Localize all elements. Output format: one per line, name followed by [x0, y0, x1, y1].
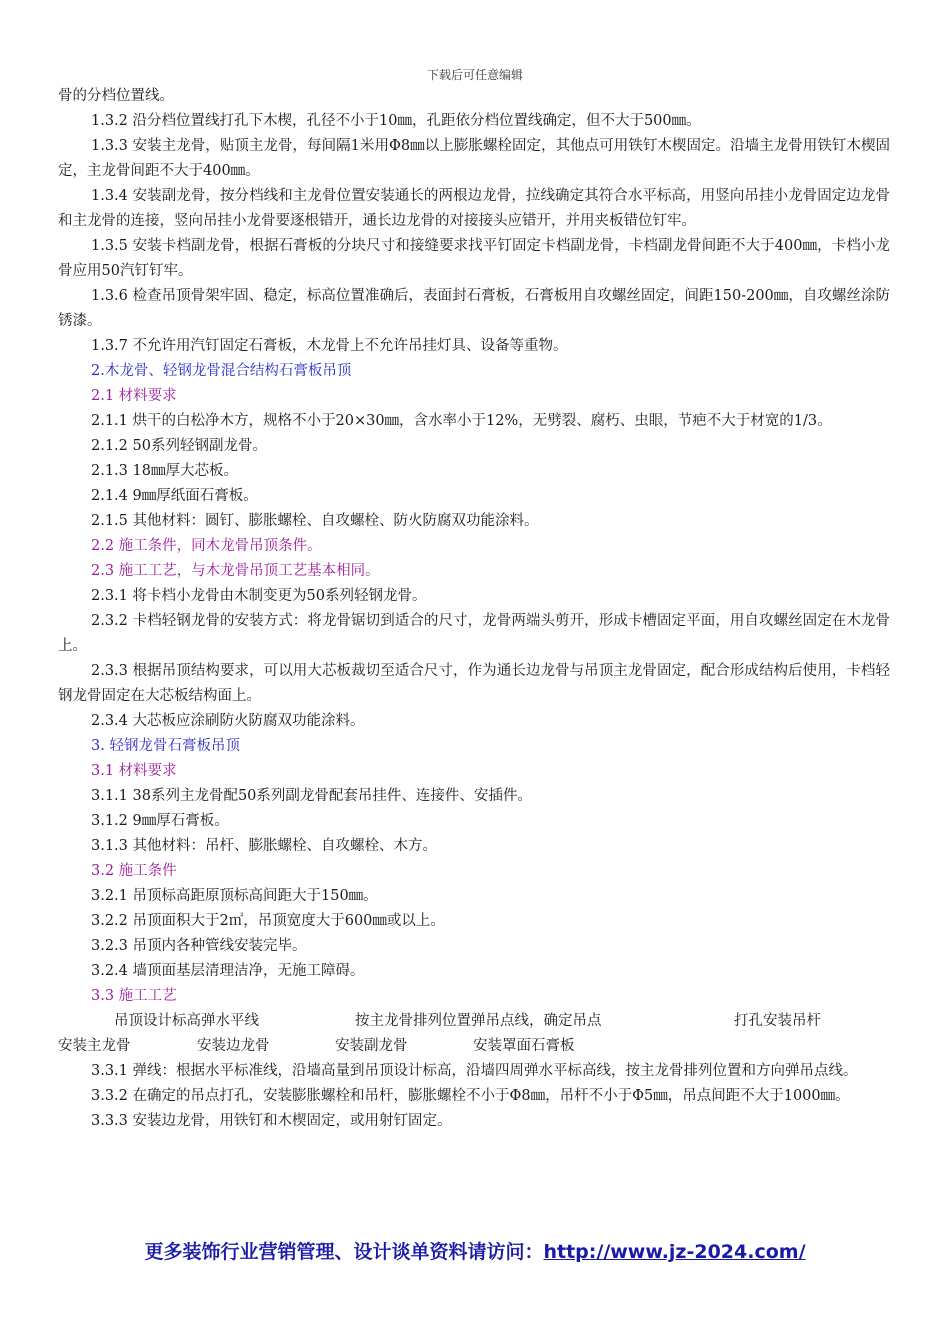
section-heading: 3.3 施工工艺 [91, 988, 177, 1004]
paragraph: 1.3.3 安装主龙骨，贴顶主龙骨，每间隔1米用Φ8㎜以上膨胀螺栓固定，其他点可用铁钉木楔固定。沿墙主龙骨用铁钉木楔固定，主龙骨间距不大于400㎜。 [58, 138, 890, 179]
section-heading: 2.2 施工条件，同木龙骨吊顶条件。 [91, 538, 322, 554]
flow-step: 打孔安装吊杆 [734, 1013, 821, 1029]
document-body [58, 84, 890, 1134]
flow-row-2 [58, 1034, 890, 1059]
section-heading: 2.木龙骨、轻钢龙骨混合结构石膏板吊顶 [91, 363, 352, 379]
paragraph: 3.3.1 弹线：根据水平标准线，沿墙高量到吊顶设计标高，沿墙四周弹水平标高线，按主龙骨排列位置和方向弹吊点线。 [91, 1063, 858, 1079]
paragraph: 1.3.5 安装卡档副龙骨，根据石膏板的分块尺寸和接缝要求找平钉固定卡档副龙骨，卡档副龙骨间距不大于400㎜，卡档小龙骨应用50汽钉钉牢。 [58, 238, 890, 279]
paragraph: 1.3.7 不允许用汽钉固定石膏板，木龙骨上不允许吊挂灯具、设备等重物。 [91, 338, 568, 354]
section-heading: 2.3 施工工艺，与木龙骨吊顶工艺基本相同。 [91, 563, 380, 579]
section-heading: 3.1 材料要求 [91, 763, 177, 779]
section-heading: 2.1 材料要求 [91, 388, 177, 404]
flow-step: 安装边龙骨 [197, 1038, 270, 1054]
flow-row-1 [58, 1009, 890, 1034]
paragraph: 3.2.3 吊顶内各种管线安装完毕。 [91, 938, 307, 954]
paragraph: 2.3.2 卡档轻钢龙骨的安装方式：将龙骨锯切到适合的尺寸，龙骨两端头剪开，形成卡槽固定平面，用自攻螺丝固定在木龙骨上。 [58, 613, 890, 654]
paragraph: 2.1.5 其他材料：圆钉、膨胀螺栓、自攻螺栓、防火防腐双功能涂料。 [91, 513, 539, 529]
paragraph: 3.1.1 38系列主龙骨配50系列副龙骨配套吊挂件、连接件、安插件。 [91, 788, 532, 804]
paragraph: 1.3.4 安装副龙骨，按分档线和主龙骨位置安装通长的两根边龙骨，拉线确定其符合水平标高，用竖向吊挂小龙骨固定边龙骨和主龙骨的连接，竖向吊挂小龙骨要逐根错开，通长边龙骨的对接接头应错开，并用夹板错位钉牢。 [58, 188, 890, 229]
paragraph: 2.1.1 烘干的白松净木方，规格不小于20×30㎜，含水率小于12%，无劈裂、腐朽、虫眼，节疤不大于材宽的1/3。 [91, 413, 832, 429]
paragraph: 3.2.1 吊顶标高距原顶标高间距大于150㎜。 [91, 888, 378, 904]
paragraph: 2.1.3 18㎜厚大芯板。 [91, 463, 238, 479]
footer-link[interactable]: http://www.jz-2024.com/ [543, 1241, 806, 1263]
paragraph: 1.3.6 检查吊顶骨架牢固、稳定，标高位置准确后，表面封石膏板，石膏板用自攻螺丝固定，间距150-200㎜，自攻螺丝涂防锈漆。 [58, 288, 890, 329]
paragraph: 2.1.2 50系列轻钢副龙骨。 [91, 438, 267, 454]
paragraph-list [58, 1059, 890, 1134]
paragraph: 3.2.2 吊顶面积大于2㎡，吊顶宽度大于600㎜或以上。 [91, 913, 445, 929]
footer-banner [0, 1237, 950, 1264]
section-heading: 3.2 施工条件 [91, 863, 177, 879]
paragraph: 3.3.2 在确定的吊点打孔，安装膨胀螺栓和吊杆，膨胀螺栓不小于Φ8㎜，吊杆不小于Φ5㎜，吊点间距不大于1000㎜。 [91, 1088, 850, 1104]
paragraph: 3.1.3 其他材料：吊杆、膨胀螺栓、自攻螺栓、木方。 [91, 838, 438, 854]
flow-step: 安装罩面石膏板 [473, 1038, 575, 1054]
footer-text: 更多装饰行业营销管理、设计谈单资料请访问： [144, 1241, 544, 1263]
flow-step: 吊顶设计标高弹水平线 [114, 1013, 259, 1029]
paragraph: 3.1.2 9㎜厚石膏板。 [91, 813, 229, 829]
page-header: 下载后可任意编辑 [426, 68, 523, 82]
paragraph: 骨的分档位置线。 [58, 88, 174, 104]
paragraph: 3.2.4 墙顶面基层清理洁净，无施工障碍。 [91, 963, 365, 979]
section-heading: 3. 轻钢龙骨石膏板吊顶 [91, 738, 240, 754]
paragraph: 3.3.3 安装边龙骨，用铁钉和木楔固定，或用射钉固定。 [91, 1113, 452, 1129]
flow-step: 按主龙骨排列位置弹吊点线，确定吊点 [355, 1013, 602, 1029]
paragraph: 1.3.2 沿分档位置线打孔下木楔，孔径不小于10㎜，孔距依分档位置线确定，但不大于500㎜。 [91, 113, 701, 129]
paragraph: 2.1.4 9㎜厚纸面石膏板。 [91, 488, 258, 504]
flow-step: 安装副龙骨 [335, 1038, 408, 1054]
flow-step: 安装主龙骨 [58, 1038, 131, 1054]
paragraph: 2.3.4 大芯板应涂刷防火防腐双功能涂料。 [91, 713, 365, 729]
paragraph: 2.3.1 将卡档小龙骨由木制变更为50系列轻钢龙骨。 [91, 588, 427, 604]
paragraph: 2.3.3 根据吊顶结构要求，可以用大芯板裁切至适合尺寸，作为通长边龙骨与吊顶主龙骨固定，配合形成结构后使用，卡档轻钢龙骨固定在大芯板结构面上。 [58, 663, 890, 704]
paragraph-list [58, 84, 890, 1009]
